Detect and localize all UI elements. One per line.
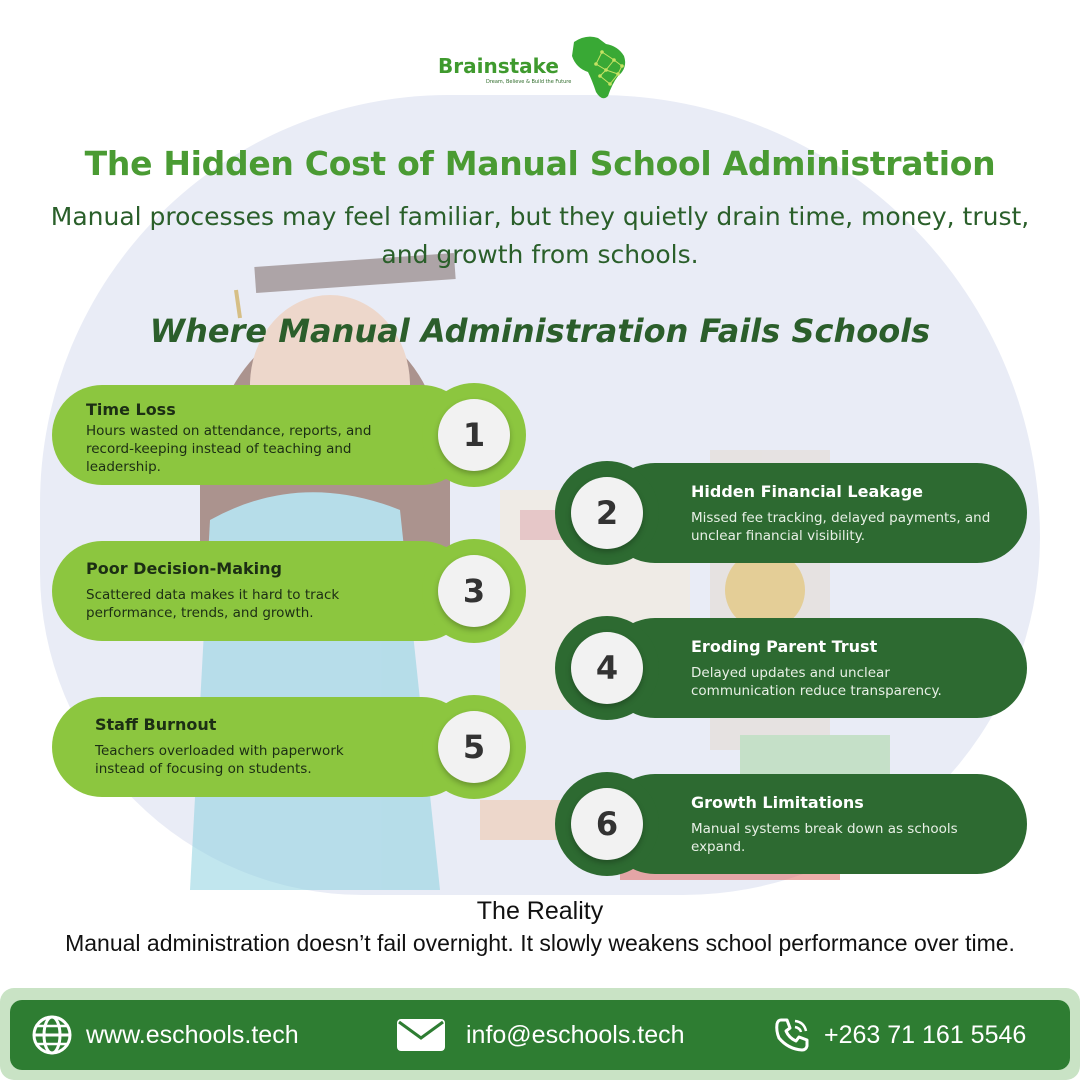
page-subtitle: Manual processes may feel familiar, but they quietly drain time, money, trust, and growth from schools.: [50, 202, 1030, 269]
globe-icon: [30, 1013, 74, 1057]
item-number: 1: [462, 416, 486, 454]
phone-text: +263 71 161 5546: [824, 1020, 1027, 1049]
phone-icon: [772, 1015, 812, 1055]
item-card-growth-limitations: [605, 774, 1027, 874]
item-description: Scattered data makes it hard to track performance, trends, and growth.: [86, 587, 340, 621]
section-heading: Where Manual Administration Fails Schools: [149, 312, 931, 350]
item-card-financial-leakage: [605, 463, 1027, 563]
item-title: Eroding Parent Trust: [691, 637, 878, 656]
item-title: Poor Decision-Making: [86, 559, 282, 578]
item-number-badge: [422, 383, 526, 487]
item-title: Staff Burnout: [95, 715, 217, 734]
envelope-icon: [396, 1018, 446, 1052]
phone-link[interactable]: [772, 1000, 1026, 1070]
website-text: www.eschools.tech: [86, 1020, 299, 1049]
brand-logo: [438, 30, 638, 102]
item-card-time-loss: [52, 385, 472, 485]
contact-footer: [10, 1000, 1070, 1070]
item-card-decision-making: [52, 541, 472, 641]
item-number-badge: [555, 772, 659, 876]
reality-heading: The Reality: [476, 897, 604, 925]
africa-map-icon: [566, 32, 636, 104]
item-description: Manual systems break down as schools expand.: [691, 821, 958, 855]
item-number-badge: [422, 539, 526, 643]
item-description: Teachers overloaded with paperwork instead of focusing on students.: [95, 743, 344, 777]
item-title: Time Loss: [86, 400, 176, 419]
email-link[interactable]: [396, 1000, 685, 1070]
email-text: info@eschools.tech: [466, 1020, 685, 1049]
item-card-staff-burnout: [52, 697, 472, 797]
item-number-badge: [555, 616, 659, 720]
website-link[interactable]: [30, 1000, 299, 1070]
page-title: The Hidden Cost of Manual School Administration: [84, 144, 996, 183]
item-number: 4: [595, 649, 619, 687]
item-number: 2: [595, 494, 619, 532]
item-title: Hidden Financial Leakage: [691, 482, 923, 501]
item-description: Delayed updates and unclear communication reduce transparency.: [691, 665, 942, 699]
item-number: 6: [595, 805, 619, 843]
item-description: Hours wasted on attendance, reports, and record-keeping instead of teaching and leadership.: [86, 423, 372, 475]
item-number: 3: [462, 572, 486, 610]
item-number-badge: [555, 461, 659, 565]
item-number: 5: [462, 728, 486, 766]
brand-name: Brainstake: [438, 54, 559, 78]
item-card-parent-trust: [605, 618, 1027, 718]
reality-text: Manual administration doesn’t fail overnight. It slowly weakens school performance over time.: [65, 930, 1015, 956]
item-title: Growth Limitations: [691, 793, 864, 812]
item-description: Missed fee tracking, delayed payments, and unclear financial visibility.: [691, 510, 991, 544]
brand-tagline: Dream, Believe & Build the Future: [486, 79, 572, 85]
item-number-badge: [422, 695, 526, 799]
